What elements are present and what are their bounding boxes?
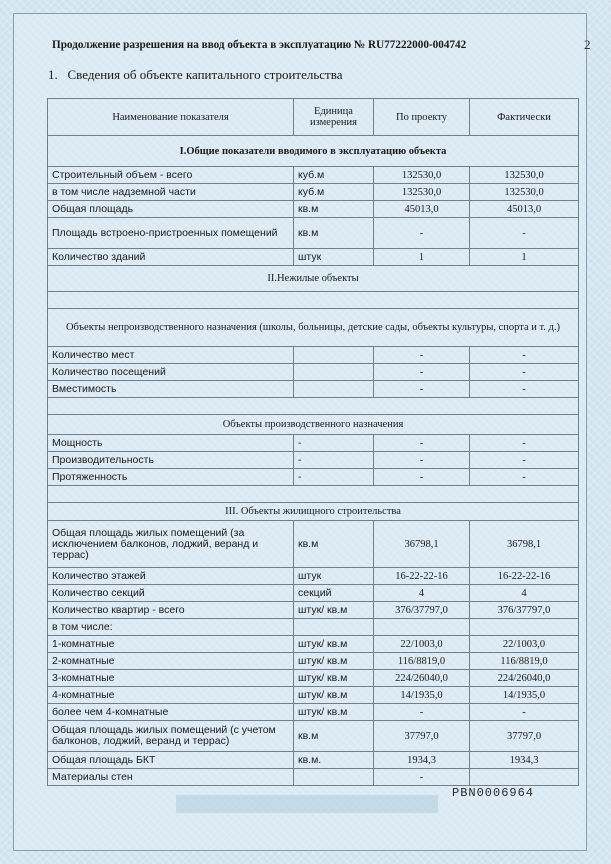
row-project-value: - [374,347,470,364]
table-row [48,752,579,769]
table-row [48,653,579,670]
row-actual-value: 37797,0 [470,721,579,752]
row-project-value: - [374,469,470,486]
section1-title: I.Общие показатели вводимого в эксплуатацию объекта [48,136,579,167]
row-project-value: - [374,769,470,786]
row-project-value: 36798,1 [374,521,470,568]
table-header-row [48,99,579,136]
row-name: Производительность [48,452,294,469]
row-name: Общая площадь [48,201,294,218]
row-name: 4-комнатные [48,687,294,704]
row-unit: кв.м [294,201,374,218]
row-project-value: 224/26040,0 [374,670,470,687]
production-title-row [48,415,579,435]
row-unit: кв.м [294,521,374,568]
row-project-value: - [374,364,470,381]
row-project-value: 1934,3 [374,752,470,769]
row-project-value: - [374,435,470,452]
table-row [48,249,579,266]
row-actual-value: - [470,435,579,452]
row-name: Вместимость [48,381,294,398]
table-row [48,381,579,398]
row-unit: штук/ кв.м [294,704,374,721]
row-unit [294,619,374,636]
row-actual-value: - [470,469,579,486]
row-name: Мощность [48,435,294,452]
row-unit: - [294,452,374,469]
document-heading: Продолжение разрешения на ввод объекта в эксплуатацию № RU77222000-004742 [52,39,467,51]
row-project-value: - [374,381,470,398]
row-name: Площадь встроено-пристроенных помещений [48,218,294,249]
row-name: Количество этажей [48,568,294,585]
row-actual-value: 22/1003,0 [470,636,579,653]
row-actual-value [470,769,579,786]
row-actual-value: 4 [470,585,579,602]
row-actual-value: 1934,3 [470,752,579,769]
row-actual-value: - [470,704,579,721]
row-unit: штук [294,249,374,266]
blank-row [48,292,579,309]
row-name: Общая площадь БКТ [48,752,294,769]
row-unit: кв.м [294,721,374,752]
row-actual-value: - [470,347,579,364]
table-row [48,687,579,704]
row-project-value: - [374,704,470,721]
row-unit: штук/ кв.м [294,687,374,704]
row-name: 1-комнатные [48,636,294,653]
row-project-value: 37797,0 [374,721,470,752]
row-actual-value: 376/37797,0 [470,602,579,619]
row-actual-value: 45013,0 [470,201,579,218]
row-unit: кв.м. [294,752,374,769]
row-name: более чем 4-комнатные [48,704,294,721]
row-actual-value: 116/8819,0 [470,653,579,670]
row-unit: штук/ кв.м [294,636,374,653]
header-project: По проекту [374,99,470,136]
blank-row [48,398,579,415]
row-project-value: 22/1003,0 [374,636,470,653]
row-unit: - [294,435,374,452]
blank-cell [48,486,579,503]
row-unit: штук/ кв.м [294,653,374,670]
table-row [48,602,579,619]
row-project-value [374,619,470,636]
row-project-value: 16-22-22-16 [374,568,470,585]
table-row [48,218,579,249]
section3-rows [48,521,579,786]
section3-title-row [48,503,579,521]
nonproduction-title-row [48,309,579,347]
row-unit [294,769,374,786]
table-row [48,704,579,721]
row-name: 2-комнатные [48,653,294,670]
table-row [48,568,579,585]
row-unit: штук [294,568,374,585]
row-actual-value: 224/26040,0 [470,670,579,687]
serial-number: РВN0006964 [452,786,535,800]
row-unit: куб.м [294,167,374,184]
table-row [48,469,579,486]
row-project-value: 14/1935,0 [374,687,470,704]
table-row [48,521,579,568]
table-row [48,670,579,687]
section2-title-row [48,266,579,292]
row-name: Количество квартир - всего [48,602,294,619]
row-actual-value: 132530,0 [470,167,579,184]
row-name: Материалы стен [48,769,294,786]
row-project-value: - [374,452,470,469]
row-name: 3-комнатные [48,670,294,687]
section1-title-row [48,136,579,167]
production-title: Объекты производственного назначения [48,415,579,435]
row-name: Общая площадь жилых помещений (за исключением балконов, лоджий, веранд и террас) [48,521,294,568]
blank-cell [48,292,579,309]
security-band [176,795,438,813]
object-info-table [47,98,579,786]
row-project-value: 1 [374,249,470,266]
row-name: Общая площадь жилых помещений (с учетом балконов, лоджий, веранд и террас) [48,721,294,752]
nonproduction-rows [48,347,579,398]
row-unit: куб.м [294,184,374,201]
table-row [48,585,579,602]
row-name: Количество зданий [48,249,294,266]
row-actual-value: - [470,364,579,381]
row-name: Строительный объем - всего [48,167,294,184]
row-project-value: 45013,0 [374,201,470,218]
row-actual-value: - [470,218,579,249]
table-row [48,435,579,452]
row-name: Количество мест [48,347,294,364]
table-row [48,721,579,752]
row-name: в том числе надземной части [48,184,294,201]
row-unit: кв.м [294,218,374,249]
row-actual-value: - [470,452,579,469]
row-project-value: 132530,0 [374,167,470,184]
row-project-value: 132530,0 [374,184,470,201]
section-title: 1. Сведения об объекте капитального строительства [48,67,343,82]
row-project-value: 4 [374,585,470,602]
row-name: в том числе: [48,619,294,636]
row-unit: секций [294,585,374,602]
row-actual-value: - [470,381,579,398]
blank-cell [48,398,579,415]
row-name: Протяженность [48,469,294,486]
row-name: Количество посещений [48,364,294,381]
row-unit [294,381,374,398]
row-actual-value: 16-22-22-16 [470,568,579,585]
row-actual-value: 132530,0 [470,184,579,201]
section3-title: III. Объекты жилищного строительства [48,503,579,521]
production-rows [48,435,579,486]
page-number: 2 [584,37,591,52]
table-row [48,452,579,469]
row-project-value: - [374,218,470,249]
section2-title: II.Нежилые объекты [48,266,579,292]
table-row [48,201,579,218]
row-unit: - [294,469,374,486]
blank-row [48,486,579,503]
section1-rows [48,167,579,266]
row-unit: штук/ кв.м [294,602,374,619]
row-actual-value: 14/1935,0 [470,687,579,704]
table-row [48,364,579,381]
header-unit: Единица измерения [294,99,374,136]
row-project-value: 376/37797,0 [374,602,470,619]
row-actual-value [470,619,579,636]
table-row [48,619,579,636]
row-actual-value: 36798,1 [470,521,579,568]
row-unit [294,347,374,364]
row-unit: штук/ кв.м [294,670,374,687]
row-name: Количество секций [48,585,294,602]
table-row [48,167,579,184]
row-project-value: 116/8819,0 [374,653,470,670]
header-name: Наименование показателя [48,99,294,136]
table-row [48,347,579,364]
table-row [48,636,579,653]
table-row [48,184,579,201]
nonproduction-title: Объекты непроизводственного назначения (школы, больницы, детские сады, объекты культуры, спорта и т. д.) [48,309,579,347]
header-actual: Фактически [470,99,579,136]
row-actual-value: 1 [470,249,579,266]
row-unit [294,364,374,381]
table-row [48,769,579,786]
